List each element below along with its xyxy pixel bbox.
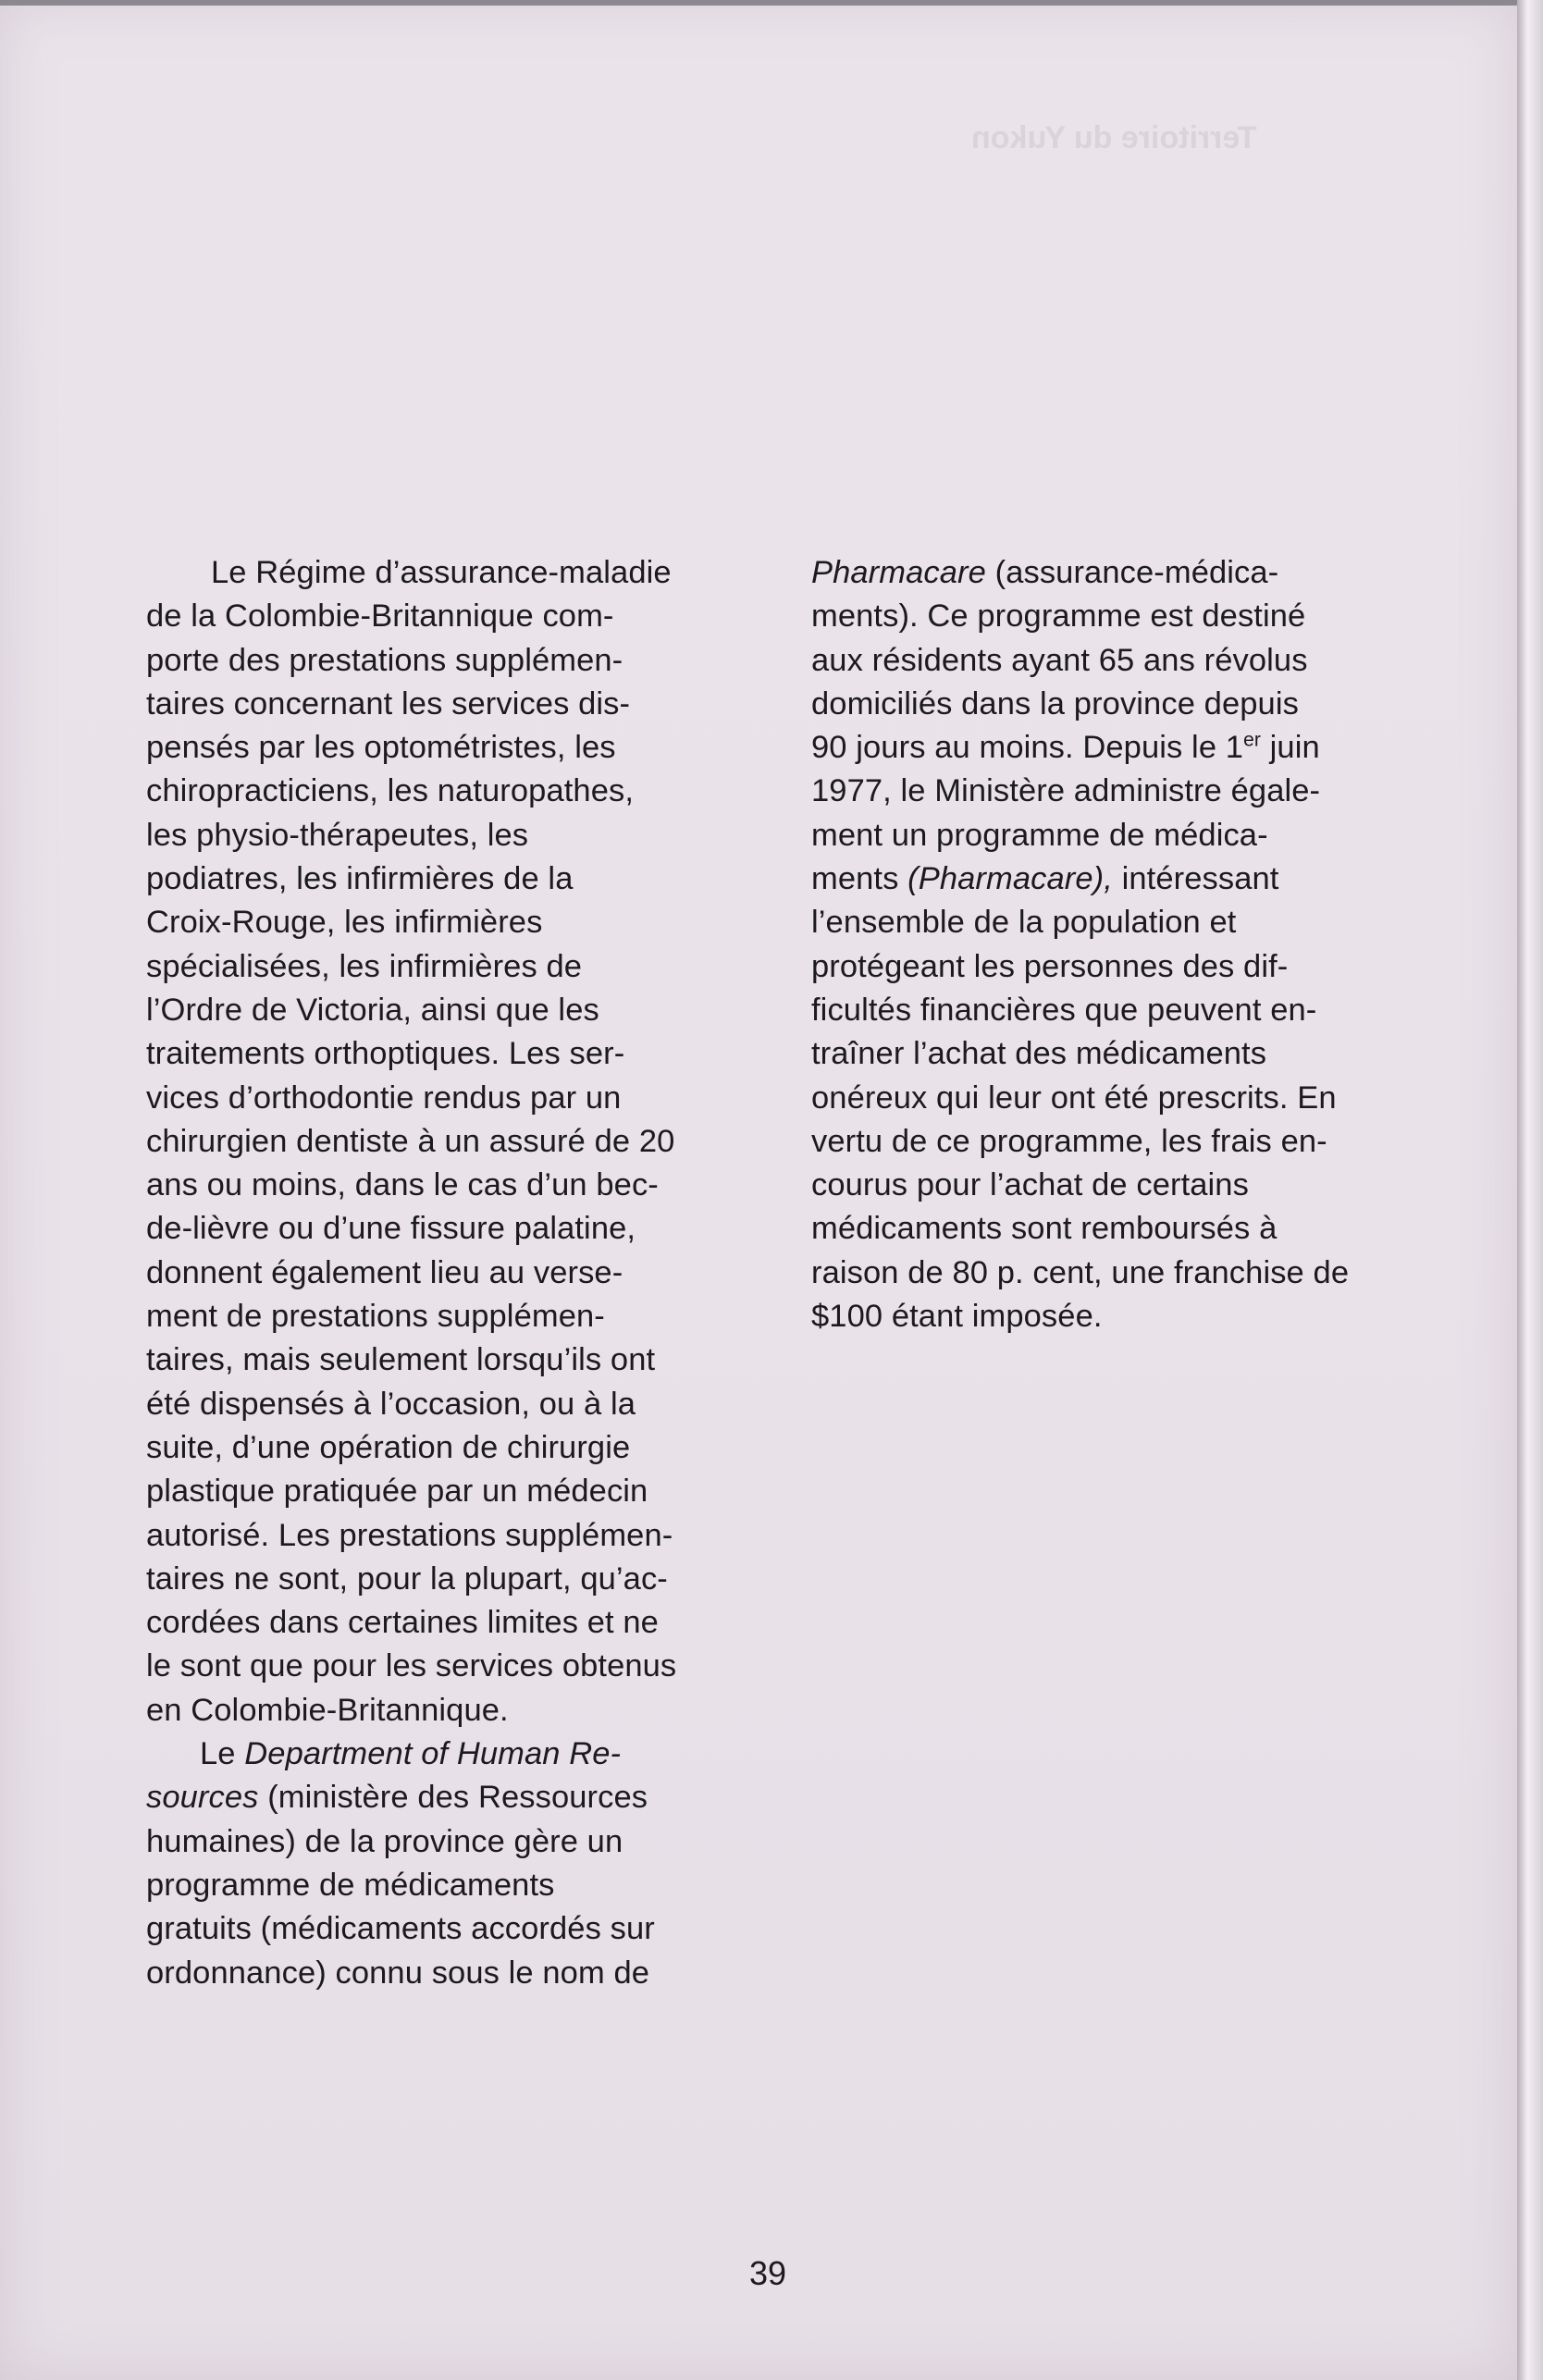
paragraph-continuation: (ministère des Ressources humaines) de la province gère un programme de médicaments gratuits (médicaments accordés sur ordonnance) connu sous le nom de xyxy=(146,1780,655,1991)
right-column xyxy=(811,551,1433,1338)
pharmacare-text-c: intéressant l’ensemble de la population et protégeant les personnes des dif- ficultés financières que peuvent en- traîner l’achat des médicaments onéreux qui leur ont été prescrits. En vertu de ce programme, les frais en- courus pour l’achat de certains médicaments sont remboursés à raison de 80 p. cent, une franchise de $100 étant imposée. xyxy=(811,861,1350,1335)
page-edge xyxy=(1517,0,1543,2380)
department-name-italic: Department of Human Re- sources xyxy=(146,1736,622,1816)
paragraph-bc-health-plan: Le Régime d’assurance-maladie de la Colombie-Britannique com- porte des prestations supplémen- taires concernant les services dis- pensés par les optométristes, les chiropracticiens, les naturopathes, les physio-thérapeutes, les podiatres, les infirmières de la Croix-Rouge, les infirmières spécialisées, les infirmières de l’Ordre de Victoria, ainsi que les traitements orthoptiques. Les ser- vices d’orthodontie rendus par un chirurgien dentiste à un assuré de 20 ans ou moins, dans le cas d’un bec- de-lièvre ou d’une fissure palatine, donnent également lieu au verse- ment de prestations supplémen- taires, mais seulement lorsqu’ils ont été dispensés à l’occasion, ou à la suite, d’une opération de chirurgie plastique pratiquée par un médecin autorisé. Les prestations supplémen- taires ne sont, pour la plupart, qu’ac- cordées dans certaines limites et ne le sont que pour les services obtenus en Colombie-Britannique. xyxy=(146,555,677,1728)
pharmacare-italic-mid: (Pharmacare), xyxy=(907,861,1113,897)
paragraph-pharmacare xyxy=(811,551,1433,1338)
left-column xyxy=(146,551,768,1995)
paragraph-lead: Le xyxy=(200,1736,245,1772)
top-border xyxy=(0,0,1517,6)
page-number: 39 xyxy=(748,2254,787,2292)
pharmacare-italic: Pharmacare xyxy=(811,555,986,590)
ordinal-superscript: er xyxy=(1243,729,1261,751)
pharmacare-text-b: juin 1977, le Ministère administre égale- ment un programme de médica- ments xyxy=(811,730,1321,897)
paragraph-human-resources xyxy=(146,1733,768,1995)
pharmacare-text-a: (assurance-médica- ments). Ce programme est destiné aux résidents ayant 65 ans révolus domiciliés dans la province depuis 90 jours au moins. Depuis le 1 xyxy=(811,555,1308,766)
bleed-through-text: Territoire du Yukon xyxy=(971,120,1257,155)
